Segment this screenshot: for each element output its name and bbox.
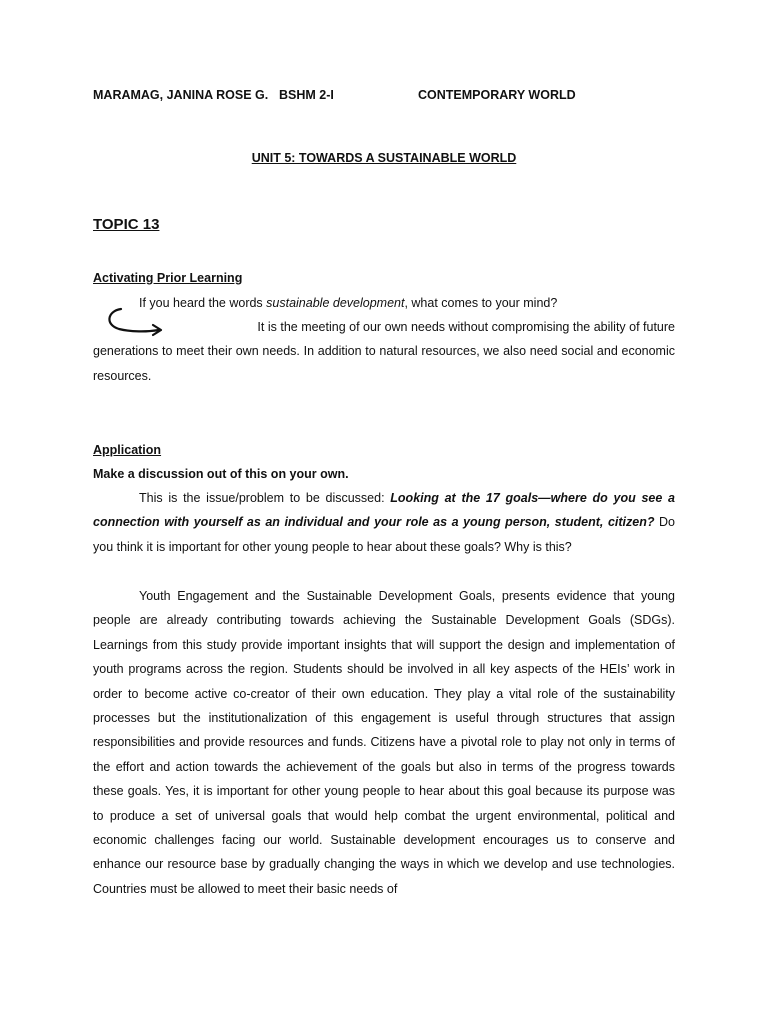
application-issue: This is the issue/problem to be discussed: Looking at the 17 goals—where do you see a connection with yourself as an individual and your role as a young person, student, citizen? Do you think it is important for other young people to hear about these goals? Why is this?: [93, 491, 676, 554]
activating-question: If you heard the words sustainable development, what comes to your mind?: [139, 296, 558, 310]
course-name: CONTEMPORARY WORLD: [418, 88, 576, 102]
unit-title: UNIT 5: TOWARDS A SUSTAINABLE WORLD: [251, 151, 517, 165]
activating-answer: [93, 315, 675, 388]
application-heading: Application: [93, 443, 162, 457]
answer-rest: generations to meet their own needs. In addition to natural resources, we also need social and economic resources.: [93, 344, 675, 383]
answer-first-line: It is the meeting of our own needs without compromising the ability of future: [257, 320, 675, 334]
discussion-paragraph: Youth Engagement and the Sustainable Development Goals, presents evidence that young people are already contributing towards achieving the Sustainable Development Goals (SDGs). Learnings from this study provide important insights that will support the design and implementation of youth programs across the region. Students should be involved in all key aspects of the HEIs’ work in order to become active co-creator of their own education. They play a vital role of the sustainability processes but the institutionalization of this engagement is useful through structures that assign responsibilities and provide resources and funds. Citizens have a pivotal role to play not only in terms of the effort and action towards the achievement of the goals but also in terms of the progress towards these goals. Yes, it is important for other young people to hear about this goal because its purpose was to produce a set of universal goals that would help combat the urgent environmental, political and economic challenges facing our world. Sustainable development encourages us to conserve and enhance our resource base by gradually changing the ways in which we develop and use technologies. Countries must be allowed to meet their basic needs of: [93, 589, 675, 896]
student-section: BSHM 2-I: [279, 88, 334, 102]
curved-arrow-icon: [101, 305, 167, 341]
activating-heading: Activating Prior Learning: [93, 271, 243, 285]
student-name: MARAMAG, JANINA ROSE G.: [93, 88, 269, 102]
topic-heading: TOPIC 13: [93, 216, 160, 233]
application-instruction: Make a discussion out of this on your own.: [93, 467, 349, 481]
